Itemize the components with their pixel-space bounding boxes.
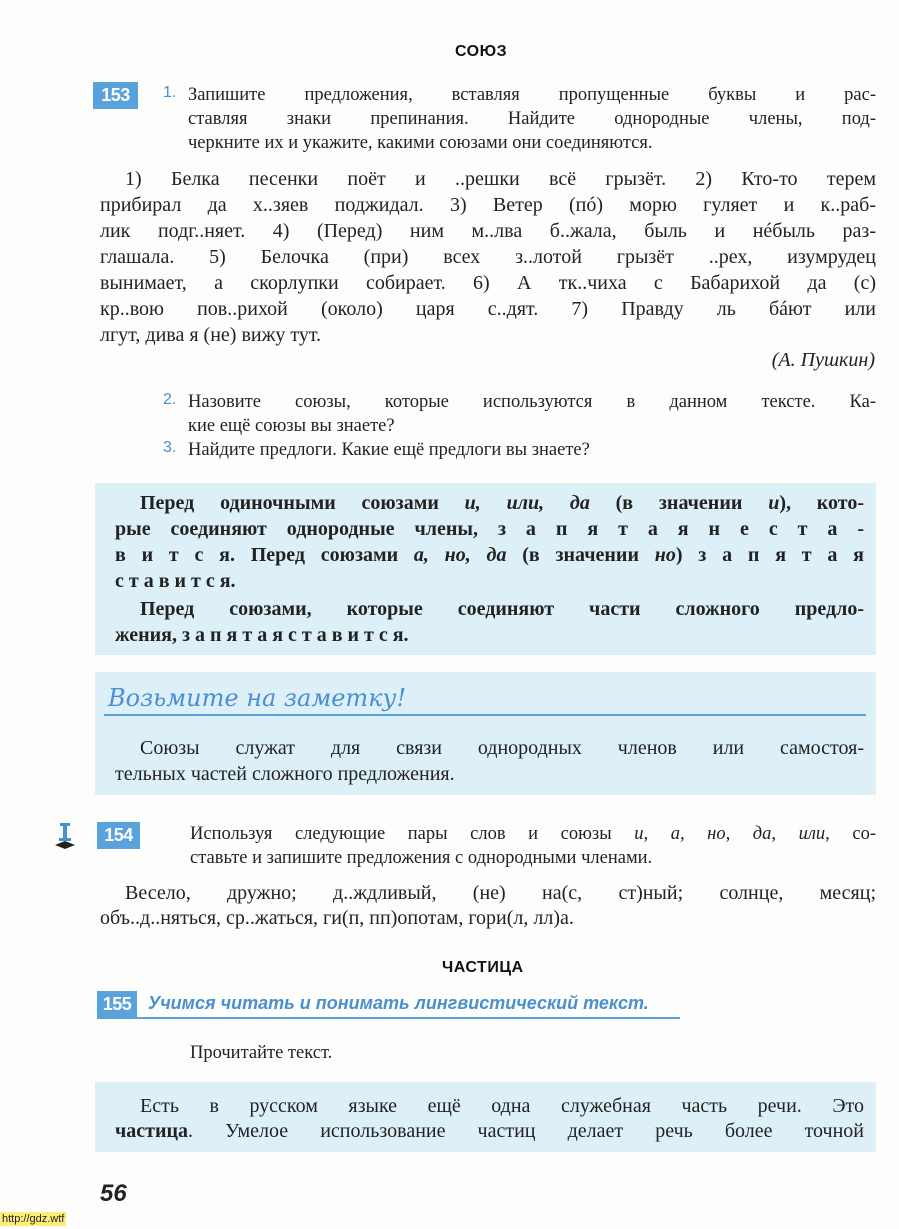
task-number-1: 1. (163, 84, 177, 101)
exercise-155-badge: 155 (97, 991, 137, 1018)
text-box-line: Есть в русском языке ещё одна служебная часть речи. Это (140, 1095, 864, 1117)
rule-text: в и т с я. Перед союзами (115, 544, 414, 566)
note-line: тельных частей сложного предложения. (115, 763, 455, 785)
exercise-text-line: 1) Белка песенки поёт и ..решки всё грызёт. 2) Кто-то терем (125, 168, 876, 190)
task-1-line: ставляя знаки препинания. Найдите однородные члены, под- (188, 109, 876, 129)
exercise-text-line: прибирал да х..зяев поджидал. 3) Ветер (пó) морю гуляет и к..раб- (100, 194, 876, 216)
rule-conjunctions: и, или, да (464, 492, 590, 514)
exercise-154-badge: 154 (97, 822, 140, 849)
task-2-line: кие ещё союзы вы знаете? (188, 416, 395, 436)
task-number-3: 3. (163, 439, 177, 456)
note-heading: Возьмите на заметку! (108, 684, 407, 712)
rule-text: Перед одиночными союзами (140, 492, 465, 514)
task-conjunctions: и, а, но, да, или, (634, 824, 830, 844)
exercise-155-heading: Учимся читать и понимать лингвистический текст. (148, 993, 649, 1013)
text-box-line (115, 1119, 864, 1143)
note-line: Союзы служат для связи однородных членов или самостоя- (140, 737, 864, 759)
task-1-line: Запишите предложения, вставляя пропущенные буквы и рас- (188, 85, 876, 105)
term-particle: частица (115, 1120, 189, 1142)
section-title-particle: ЧАСТИЦА (442, 959, 524, 976)
task-3-text: Найдите предлоги. Какие ещё предлоги вы знаете? (188, 440, 590, 460)
rule-line (140, 491, 864, 515)
exercise-text-line: вынимает, а скорлупки собирает. 6) А тк..чиха с Бабарихой да (с) (100, 272, 876, 294)
exercise-text-line: лик подг..няет. 4) (Перед) ним м..лва б..жала, быль и нéбыль раз- (100, 220, 876, 242)
task-number-2: 2. (163, 391, 177, 408)
watermark-link[interactable]: http://gdz.wtf (2, 1213, 65, 1225)
task-154-line (190, 822, 876, 846)
note-underline (104, 714, 866, 716)
difficulty-graduate-icon (54, 823, 76, 851)
rule-line: с т а в и т с я. (115, 570, 236, 592)
page-number: 56 (100, 1180, 127, 1207)
word-pairs-line: Весело, дружно; д..ждливый, (не) на(с, ст)ный; солнце, месяц; (125, 882, 876, 904)
rule-conjunctions: а, но, да (413, 544, 507, 566)
section-title-union: СОЮЗ (455, 43, 508, 60)
exercise-text-line: кр..вою пов..рихой (около) царя с..дят. 7) Правду ль бáют или (100, 298, 876, 320)
task-155-text: Прочитайте текст. (190, 1043, 333, 1063)
exercise-153-badge: 153 (93, 82, 138, 109)
author-attribution: (А. Пушкин) (771, 349, 875, 371)
rule-line: Перед союзами, которые соединяют части сложного предло- (140, 598, 864, 620)
task-text: со- (829, 824, 876, 844)
rule-text: (в значении (589, 492, 769, 514)
rule-line: рые соединяют однородные члены, з а п я т а я н е с т а - (115, 518, 864, 540)
word-pairs-line: объ..д..няться, ср..жаться, ги(п, пп)опотам, гори(л, лл)а. (100, 907, 574, 929)
task-154-line: ставьте и запишите предложения с однородными членами. (190, 848, 653, 868)
rule-conjunction: и (768, 492, 780, 514)
rule-text: ), кото- (779, 492, 864, 514)
rule-line (115, 543, 864, 567)
task-1-line: черкните их и укажите, какими союзами они соединяются. (188, 133, 653, 153)
rule-conjunction: но (654, 544, 676, 566)
exercise-text-line: глашала. 5) Белочка (при) всех з..лотой грызёт ..рех, изумрудец (100, 246, 876, 268)
text-box-text: . Умелое использование частиц делает речь более точной (188, 1120, 864, 1142)
rule-text: ) з а п я т а я (675, 544, 864, 566)
rule-line: жения, з а п я т а я с т а в и т с я. (115, 624, 409, 646)
rule-text: (в значении (506, 544, 655, 566)
task-2-line: Назовите союзы, которые используются в данном тексте. Ка- (188, 392, 876, 412)
exercise-text-line: лгут, дива я (не) вижу тут. (100, 324, 322, 346)
exercise-155-underline (97, 1017, 680, 1019)
task-text: Используя следующие пары слов и союзы (190, 824, 635, 844)
